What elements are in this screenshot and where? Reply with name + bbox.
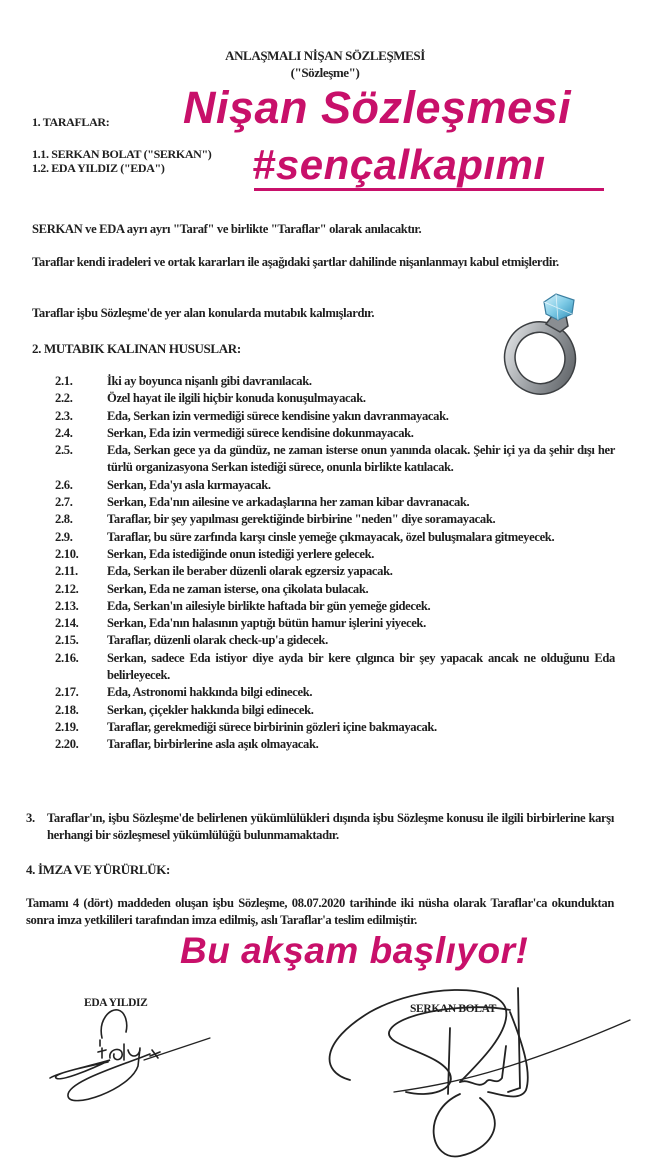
list-item [55, 373, 615, 390]
list-item [55, 425, 615, 442]
item-text: Eda, Serkan izin vermediği sürece kendisine yakın davranmayacak. [107, 408, 449, 423]
list-item [55, 408, 615, 425]
item-text: Taraflar, bir şey yapılması gerektiğinde birbirine "neden" diye soramayacak. [107, 512, 496, 527]
party-list [32, 147, 211, 175]
party-serkan: 1.1. SERKAN BOLAT ("SERKAN") [32, 147, 212, 161]
overlay-tagline: Bu akşam başlıyor! [180, 930, 529, 971]
list-item [55, 736, 615, 753]
paragraph-consent: Taraflar kendi iradeleri ve ortak kararları ile aşağıdaki şartlar dahilinde nişanlanmayı kabul etmişlerdir. [32, 255, 559, 269]
item-number: 2.1. [55, 374, 73, 388]
paragraph-agreement: Taraflar işbu Sözleşme'de yer alan konularda mutabık kalmışlardır. [32, 306, 375, 320]
item-text: Taraflar, bu süre zarfında karşı cinsle yemeğe çıkmayacak, özel buluşmalara gitmeyecek. [107, 529, 555, 544]
section-3-number: 3. [26, 811, 35, 825]
item-number: 2.9. [55, 529, 73, 544]
list-item [55, 546, 615, 563]
list-item [55, 529, 615, 546]
list-item [55, 477, 615, 494]
item-number: 2.14. [55, 616, 79, 631]
item-number: 2.6. [55, 477, 73, 492]
item-text: Serkan, sadece Eda istiyor diye ayda bir kere çılgınca bir şey yapacak ancak ne olduğunu Eda belirleyecek. [107, 650, 615, 683]
signature-serkan [310, 982, 650, 1156]
item-text: Serkan, Eda izin vermediği sürece kendisine dokunmayacak. [107, 425, 414, 440]
item-text: İki ay boyunca nişanlı gibi davranılacak. [107, 374, 312, 388]
list-item [55, 581, 615, 598]
agreed-terms-list [55, 373, 615, 754]
item-text: Özel hayat ile ilgili hiçbir konuda konuşulmayacak. [107, 391, 366, 406]
section-2-heading: 2. MUTABIK KALINAN HUSUSLAR: [32, 341, 241, 356]
list-item [55, 494, 615, 511]
section-1-heading: 1. TARAFLAR: [32, 115, 110, 129]
hashtag-underline [254, 188, 604, 191]
item-number: 2.16. [55, 650, 79, 665]
item-text: Serkan, çiçekler hakkında bilgi edinecek. [107, 702, 314, 717]
item-text: Serkan, Eda'nın halasının yaptığı bütün hamur işlerini yiyecek. [107, 616, 426, 631]
item-number: 2.11. [55, 564, 78, 579]
item-text: Eda, Astronomi hakkında bilgi edinecek. [107, 685, 313, 700]
overlay-hashtag: #sençalkapımı [252, 141, 546, 188]
item-number: 2.7. [55, 495, 73, 510]
item-number: 2.10. [55, 546, 79, 561]
item-text: Eda, Serkan gece ya da gündüz, ne zaman isterse onun yanında olacak. Şehir içi ya da şehir dışı her türlü organizasyona Serkan istediği sürece, onunla birlikte katılacak. [107, 443, 615, 475]
paragraph-parties-definition: SERKAN ve EDA ayrı ayrı "Taraf" ve birlikte "Taraflar" olarak anılacaktır. [32, 222, 422, 236]
item-number: 2.2. [55, 391, 73, 406]
item-number: 2.17. [55, 685, 79, 700]
signature-name-serkan: SERKAN BOLAT [410, 1003, 497, 1015]
list-item [55, 719, 615, 736]
item-text: Eda, Serkan ile beraber düzenli olarak egzersiz yapacak. [107, 564, 393, 579]
section-3-text: Taraflar'ın, işbu Sözleşme'de belirlenen yükümlülükleri dışında işbu Sözleşme konusu ile ilgili birbirlerine karşı herhangi bir sözleşmesel yükümlülüğü bulunmamaktadır. [47, 811, 614, 843]
item-text: Serkan, Eda'nın ailesine ve arkadaşlarına her zaman kibar davranacak. [107, 495, 470, 510]
section-4-text: Tamamı 4 (dört) maddeden oluşan işbu Sözleşme, 08.07.2020 tarihinde iki nüsha olarak Taraflar'ca okunduktan sonra imza yetkilileri tarafından imza edilmiş, aslı Taraflar'a teslim edilmiştir. [26, 896, 614, 927]
list-item [55, 684, 615, 701]
signature-eda [40, 1000, 220, 1100]
section-3 [26, 810, 614, 845]
list-item [55, 632, 615, 649]
signature-name-eda: EDA YILDIZ [84, 997, 148, 1009]
document-title: ANLAŞMALI NİŞAN SÖZLEŞMESİ [225, 48, 425, 63]
item-number: 2.18. [55, 702, 79, 717]
document-subtitle: ("Sözleşme") [290, 65, 360, 80]
list-item [55, 615, 615, 632]
item-number: 2.15. [55, 633, 79, 648]
item-number: 2.12. [55, 581, 79, 596]
list-item [55, 442, 615, 477]
item-number: 2.3. [55, 408, 73, 423]
overlay-headline: Nişan Sözleşmesi [183, 82, 572, 133]
item-number: 2.19. [55, 719, 79, 734]
list-item [55, 598, 615, 615]
list-item [55, 390, 615, 407]
party-eda: 1.2. EDA YILDIZ ("EDA") [32, 161, 165, 175]
item-number: 2.8. [55, 512, 73, 527]
item-number: 2.4. [55, 425, 73, 440]
item-text: Eda, Serkan'ın ailesiyle birlikte haftada bir gün yemeğe gidecek. [107, 598, 431, 613]
item-number: 2.13. [55, 598, 79, 613]
item-text: Taraflar, gerekmediği sürece birbirinin gözleri içine bakmayacak. [107, 719, 437, 734]
item-number: 2.20. [55, 737, 79, 752]
section-4-heading: 4. İMZA VE YÜRÜRLÜK: [26, 862, 170, 877]
list-item [55, 650, 615, 685]
item-text: Serkan, Eda'yı asla kırmayacak. [107, 477, 271, 492]
list-item [55, 563, 615, 580]
list-item [55, 511, 615, 528]
item-text: Taraflar, birbirlerine asla aşık olmayacak. [107, 737, 319, 752]
item-number: 2.5. [55, 443, 73, 458]
list-item [55, 702, 615, 719]
item-text: Serkan, Eda ne zaman isterse, ona çikolata bulacak. [107, 581, 369, 596]
item-text: Serkan, Eda istediğinde onun istediği yerlere gelecek. [107, 546, 375, 561]
item-text: Taraflar, düzenli olarak check-up'a gidecek. [107, 633, 328, 648]
